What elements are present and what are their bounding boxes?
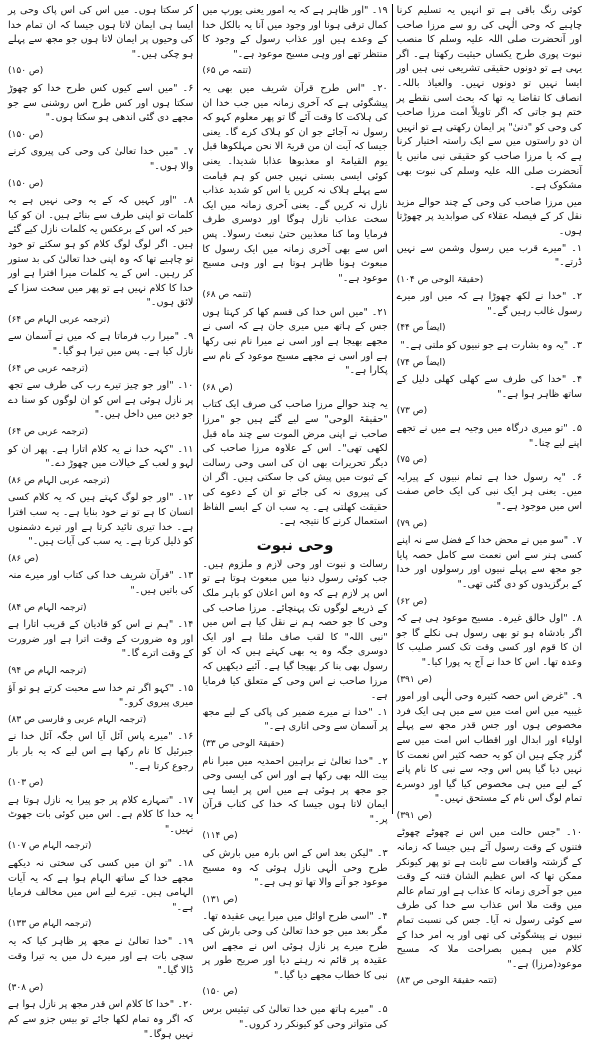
paragraph: ۶۔ "یہ رسول خدا ہے تمام نبیوں کے پیرایہ میں۔ یعنی ہر ایک نبی کی ایک خاص صفت اس میں موجود ہے۔" (396, 471, 582, 512)
reference: (ص ۷۳) (396, 406, 428, 417)
paragraph: یہ چند حوالے مرزا صاحب کی صرف ایک کتاب "حقیقۃ الوحی" سے لیے گئے ہیں جو "مرزا صاحب نے اپنی مرض الموت سے چند ماہ قبل لکھی تھی"۔ اس کے علاوہ مرزا صاحب کی دیگر تحریرات بھی ان کی اسی وحی رسالت کے ثبوت میں پیش کی جا سکتی ہیں۔ اگر ان کی پیروی نہ کی جائے تو ان کے دعوے کی حقیقت کھلتی ہے۔ یہ سب ان کے ایسے الفاظ استعمال کرنے کا نتیجہ ہے۔ (202, 399, 388, 528)
paragraph: ۱۰۔ "اور جو چیز تیرے رب کی طرف سے تجھ پر نازل ہوئی ہے اس کو ان لوگوں کو سنا دے جو دین میں داخل ہیں۔" (8, 380, 194, 421)
reference: (ترجمہ الہام عربی و فارسی ص ۸۳) (8, 714, 147, 725)
reference: (ترجمہ عربی ص ۶۴) (8, 363, 89, 374)
reference: (ص ۱۵۰) (202, 987, 238, 998)
paragraph: ۶۔ "میں اسے کیوں کس طرح خدا کو چھوڑ سکتا ہوں اور کس طرح اس روشنی سے جو مجھے دی گئی اندھی ہو سکتا ہوں۔" (8, 82, 194, 124)
paragraph: ۹۔ "غرض اس حصہ کثیرہ وحی الٰہی اور امور غیبیہ میں اس امت میں سے میں ہی ایک فرد مخصوص ہوں اور جس قدر مجھ سے پہلے اولیاء اور ابدال اور اقطاب اس امت میں سے گزر چکے ہیں ان کو یہ حصہ کثیر اس نعمت کا نہیں دیا گیا پس اس وجہ سے نبی کا نام پانے کے لیے میں ہی مخصوص کیا گیا اور دوسرے تمام لوگ اس نام کے مستحق نہیں۔" (396, 691, 582, 805)
paragraph: ۲۔ "خدا نے لکھ چھوڑا ہے کہ میں اور میرے رسول غالب رہیں گے۔" (396, 291, 582, 317)
paragraph: ۳۔ "لیکن بعد اس کے اس بارہ میں بارش کی طرح وحی الٰہی نازل ہوئی کہ وہ مسیح موعود جو آنے والا تھا تو ہی ہے۔" (202, 848, 388, 889)
reference: (تتمہ حقیقۃ الوحی ص ۸۳) (396, 976, 498, 987)
paragraph: ۹۔ "میرا رب فرماتا ہے کہ میں نے آسمان سے نازل کیا ہے۔ پس میں تیرا ہو گیا۔" (8, 331, 194, 358)
section-heading: وحی نبوت (256, 535, 334, 554)
column-middle (198, 4, 392, 1030)
reference: (ص ۶۸) (202, 382, 233, 393)
paragraph: ۸۔ "اول خالق غیرہ۔ مسیح موعود ہی ہے کہ اگر بادشاہ ہو تو بھی رسول ہی نکلے گا جو ان کا قوم اور کسی وقت تک کسر صلیب کا وعدہ تھا۔ اس کا خدا نے آج یہ پورا کیا۔" (396, 613, 582, 668)
reference: (ص ۶۲) (396, 596, 428, 607)
reference: (ترجمہ الہام ص ۱۳۳) (8, 919, 92, 930)
column-left (4, 4, 198, 1040)
reference: (ترجمہ عربی الہام ص ۶۴) (8, 314, 110, 325)
paragraph: ۷۔ "میں خدا تعالیٰ کی وحی کی پیروی کرنے والا ہوں۔" (8, 146, 194, 172)
paragraph: ۲۰۔ "خدا کا کلام اس قدر مجھ پر نازل ہوا ہے کہ اگر وہ تمام لکھا جائے تو بیس جزو سے کم نہیں ہوگا۔" (8, 999, 194, 1040)
reference: (ترجمہ الہام ص ۹۴) (8, 665, 87, 676)
paragraph: ۱۱۔ "کہہ خدا نے یہ کلام اتارا ہے۔ پھر ان کو لہو و لعب کے خیالات میں چھوڑ دے۔" (8, 443, 194, 470)
reference: (ص ۳۰۸) (8, 982, 44, 993)
reference: (ص ۱۰۳) (8, 778, 44, 789)
paragraph: ۱۰۔ "جس حالت میں اس نے چھوٹے چھوٹے فتنوں کے وقت رسول آئے ہیں جیسا کہ زمانہ کے گزشتہ واقعات سے ثابت ہے تو پھر کیونکر ممکن تھا کہ اس عظیم الشان فتنہ کے وقت میں جو آخری زمانہ کا عذاب ہے اور تمام عالم میں وقت ملا اس عذاب سے خدا کی طرف سے کوئی رسول نہ آیا۔ جس کی نسبت تمام نبیوں نے پیشگوئی کی تھی اور یہ امر خدا کے کلام میں ہمیں بصراحت ملا کہ مسیح موعود(مرزا) ہے۔" (396, 827, 582, 970)
paragraph: ۱۔ "میرے قرب میں رسول وشمن سے نہیں ڈرتے۔" (396, 242, 582, 269)
reference: (ص ۷۵) (396, 455, 428, 466)
paragraph: ۴۔ "اسی طرح اوائل میں میرا یہی عقیدہ تھا۔ مگر بعد میں جو خدا تعالیٰ کی وحی بارش کی طرح میرے پر نازل ہوئی اس نے مجھے اس عقیدہ پر قائم نہ رہنے دیا اور صریح طور پر نبی کا خطاب مجھے دیا گیا۔" (202, 911, 388, 981)
reference: (ص ۱۳۱) (202, 894, 238, 905)
paragraph: ۵۔ "میرے ہاتھ میں خدا تعالیٰ کی تیئیس برس کی متواتر وحی کو کیونکر رد کروں۔" (202, 1004, 388, 1030)
paragraph: ۲۔ "خدا تعالیٰ نے براہین احمدیہ میں میرا نام بیت اللہ بھی رکھا ہے اور اس کی ایسی وحی جو مجھ پر ہوئی ہے میں اس پر ایسا ہی ایمان لاتا ہوں جیسا کہ خدا کی کتاب قرآن پر۔" (202, 755, 388, 825)
reference: (ترجمہ عربی ص ۶۴) (8, 427, 89, 438)
reference: (ص ۱۵۰) (8, 178, 44, 189)
paragraph: ۷۔ "سو میں نے محض خدا کے فضل سے نہ اپنے کسی ہنر سے اس نعمت سے کامل حصہ پایا جو مجھ سے پہلے نبیوں اور رسولوں اور خدا کے برگزیدوں کو دی گئی تھی۔" (396, 535, 582, 590)
reference: (ایضاً ص ۷۴) (396, 357, 446, 368)
paragraph: میں مرزا صاحب کی وحی کے چند حوالے مزید نقل کر کے فیصلہ عقلاء کی صوابدید پر چھوڑتا ہوں۔ (396, 196, 582, 237)
reference: (ترجمہ الہام ص ۸۴) (8, 602, 87, 613)
paragraph: ۳۔ "یہ وہ بشارت ہے جو نبیوں کو ملتی ہے۔" (400, 340, 582, 352)
paragraph: کر سکتا ہوں۔ میں اس کی اس پاک وحی پر ایسا ہی ایمان لاتا ہوں جیسا کہ ان تمام خدا کی وحیوں پر ایمان لاتا ہوں جو مجھ سے پہلے ہو چکی ہیں۔" (8, 5, 194, 60)
reference: (حقیقۃ الوحی ص ۳۳) (202, 738, 285, 749)
paragraph: ۱۵۔ "کہو اگر تم خدا سے محبت کرتے ہو تو آؤ میری پیروی کرو۔" (8, 682, 194, 709)
paragraph: ۵۔ "تو میری درگاہ میں وجیہ ہے میں نے تجھے اپنے لیے چنا۔" (396, 423, 582, 449)
paragraph: ۱۸۔ "تو ان میں کسی کی سختی نہ دیکھے مجھے خدا کے ساتھ الہام ہوا ہے کہ یہ آیات الہامی ہیں۔ تیرے لیے اس میں مخالف فرمایا ہے۔" (8, 858, 194, 913)
paragraph: ۱۷۔ "تمہارے کلام پر جو پیرا یہ نازل ہوتا ہے یہ خدا کا کلام ہے۔ اس میں کوئی بات جھوٹ نہیں۔" (8, 794, 194, 835)
paragraph: ۱۴۔ "ہم نے اس کو قادیان کے قریب اتارا ہے اور وہ ضرورت کے وقت اترا ہے اور ضرورت کے وقت اترے گا۔" (8, 619, 194, 660)
paragraph: ۸۔ "اور کہیں کہ کے یہ وحی نہیں ہے یہ کلمات تو اپنی طرف سے بنائے ہیں۔ ان کو کیا خبر کہ اس کے برعکس یہ کلمات نازل کیے گئے ہیں۔ اگر لوگ لوگ کلام کو ہو سکتے تو خود تو چاہیے تھا کہ وہ اپنی خدا تعالیٰ کی بد ستور کر رہیں۔ اس کے یہ کلمات میرا افترا ہے اور خدا کا کلام نہیں ہے تو پھر میں سخت سزا کے لائق ہوں۔" (8, 195, 194, 309)
reference: (حقیقۃ الوحی ص ۱۰۴) (396, 274, 484, 285)
paragraph: ۱۹۔ "اور ظاہر ہے کہ یہ امور یعنی یورپ میں کمال ترقی ہونا اور وجود میں آنا یہ بالکل خدا کے وعدے ہیں اور عذاب رسول کے وجود کا منتظر تھے اور وہی مسیح موعود ہے۔" (202, 5, 388, 60)
paragraph: ۱۹۔ "خدا تعالیٰ نے مجھ پر ظاہر کیا کہ یہ سچی بات ہے اور میرے دل میں یہ تیرا وقت ڈالا گیا۔" (8, 936, 194, 977)
reference: (ص ۳۹۱) (396, 674, 432, 685)
column-right (393, 4, 586, 987)
paragraph: ۴۔ "خدا کی طرف سے کھلی کھلی دلیل کے ساتھ ظاہر ہوا ہے۔" (396, 374, 582, 400)
paragraph: ۲۰۔ "اس طرح قرآن شریف میں بھی یہ پیشگوئی ہے کہ آخری زمانہ میں جب خدا ان کی ہلاکت کا وقت آئے گا تو پھر معلوم کہو کہ رسول نہ آجائے جو ان کو ہلاک کرے گا۔ یعنی جیسا کہ آیت ان من قریۃ الا نحن مہلکوھا قبل یوم القیامۃ او معذبوھا عذابا شدیدا۔ یعنی کوئی ایسی بستی نہیں جس کو ہم قیامت سے پہلے ہلاک نہ کریں یا اس کو شدید عذاب نازل نہ کریں گے۔ یعنی آخری زمانہ میں ایک سخت عذاب نازل ہوگا اور دوسری طرف فرمایا وما کنا معذبین حتیٰ نبعث رسولا۔ پس اس سے بھی آخری زمانہ میں ایک رسول کا مبعوث ہونا ظاہر ہوتا ہے اور وہی مسیح موعود ہے۔" (202, 82, 388, 284)
reference: (تتمہ ص ۶۸) (202, 290, 252, 301)
paragraph: ۲۱۔ "میں اس خدا کی قسم کھا کر کہتا ہوں جس کے ہاتھ میں میری جان ہے کہ اسی نے مجھے بھیجا ہے اور اسی نے میرا نام نبی رکھا ہے اور اسی نے مجھے مسیح موعود کے نام سے پکارا ہے۔" (202, 306, 388, 377)
paragraph: ۱۶۔ "میرے پاس آئل آیا اس جگہ آئل خدا نے جبرئیل کا نام رکھا ہے اس لیے کہ یہ بار بار رجوع کرتا ہے۔" (8, 731, 194, 772)
reference: (ص ۷۹) (396, 518, 428, 529)
paragraph: رسالت و نبوت اور وحی لازم و ملزوم ہیں۔ جب کوئی رسول دنیا میں مبعوث ہوتا ہے تو اس پر لازم ہے کہ وہ اس اعلان کو باہر ملک کے ذریعے لوگوں تک پہنچائے۔ مرزا صاحب کی وحی کا جو حصہ ہم نے نقل کیا ہے اس میں "نبی اللہ" کا لقب صاف ملتا ہے اور ایک دوسری جگہ وہ یہ بھی کہتے ہیں کہ ان کو رسول بھی بنا کر بھیجا گیا ہے۔ آئیے دیکھیں کہ مرزا صاحب نے اس وحی کے متعلق کیا فرمایا ہے۔ (202, 558, 388, 702)
paragraph: ۱۲۔ "اور جو لوگ کہتے ہیں کہ یہ کلام کسی انسان کا ہے تو نے خود بنایا ہے۔ یہ سب افترا ہے۔ خدا تیری تائید کرتا ہے اور تیرے دشمنوں کو ذلیل کرتا ہے۔ یہ سب کی آیات ہیں۔" (8, 492, 194, 548)
reference: (ص ۱۵۰) (8, 129, 44, 140)
reference: (تتمہ ص ۶۵) (202, 66, 252, 77)
reference: (ترجمہ عربی الہام ص ۸۶) (8, 475, 110, 486)
paragraph: ۱۳۔ "قرآن شریف خدا کی کتاب اور میرے منہ کی باتیں ہیں۔" (8, 570, 194, 596)
paragraph: کوئی رنگ باقی ہے تو انہیں یہ تسلیم کرنا چاہیے کہ وحی الٰہی کی رو سے مرزا صاحب اور آنحضرت صلی اللہ علیہ وسلم کا منصب نبوت پوری طرح یکساں حیثیت رکھتا ہے۔ اگر یہی ہے تو دونوں حقیقی تشریعی نبی ہیں اور ایسا نہیں تو دونوں نہیں۔ والعیاذ باللہ۔ انصاف کا تقاضا یہ تھا کہ بحث اسی نقطے پر ختم ہو جاتی کہ اگر تاویلاً امت مرزا صاحب کی وحی کو "دنیٰ" پر ایمان رکھتی ہے تو انہیں ان دو راستوں میں سے ایک راستہ اختیار کرنا ہے کہ یا مرزا صاحب کو حقیقی نبی مانیں یا آنحضرت صلی اللہ علیہ وسلم کی نبوت بھی مشکوک ہے۔ (396, 5, 582, 192)
paragraph: ۱۔ "خدا نے میرے ضمیر کی پاکی کے لیے مجھ پر آسمان سے وحی اتاری ہے۔" (202, 706, 388, 733)
reference: (ایضاً ص ۴۴) (396, 323, 446, 334)
reference: (ص ۸۶) (8, 553, 39, 564)
reference: (ترجمہ الہام ص ۱۰۷) (8, 841, 92, 852)
reference: (ص ۳۹۱) (396, 810, 432, 821)
reference: (ص ۱۱۴) (202, 831, 238, 842)
reference: (ص ۱۵۰) (8, 66, 44, 77)
